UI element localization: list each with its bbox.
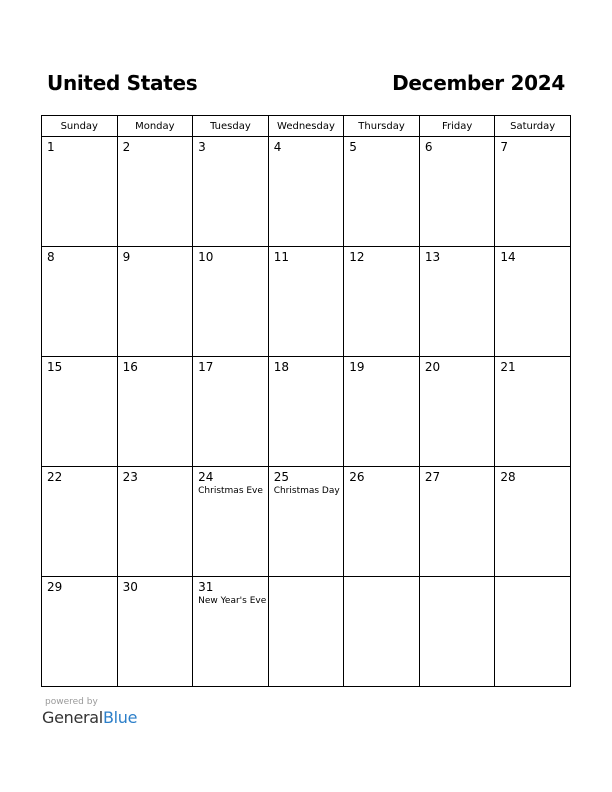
day-number: 6 [424,140,433,154]
holiday-label: Christmas Day [273,486,340,496]
day-number: 10 [198,250,214,264]
week-row [42,577,571,687]
day-cell [268,577,344,687]
powered-by-text: powered by [45,697,98,707]
logo-text-blue: Blue [102,708,138,727]
day-cell [117,357,193,467]
day-cell [268,467,344,577]
day-number: 21 [500,360,516,374]
day-cell [419,577,495,687]
country-title: United States [47,71,198,95]
day-number: 19 [349,360,365,374]
weekday-tuesday: Tuesday [193,116,269,137]
day-number: 27 [424,470,441,484]
holiday-label: Christmas Eve [198,486,263,496]
day-number: 22 [47,470,63,484]
day-number: 25 [273,470,289,484]
day-cell [419,247,495,357]
day-cell [42,467,118,577]
day-number: 26 [349,470,365,484]
day-cell [495,357,571,467]
logo-text-general: General [42,708,103,727]
day-cell [193,247,269,357]
day-cell [344,137,420,247]
day-number: 7 [500,140,509,154]
day-number: 28 [500,470,516,484]
day-number: 3 [198,140,206,154]
generalblue-logo[interactable] [42,708,137,727]
weekday-wednesday: Wednesday [268,116,344,137]
weekday-sunday: Sunday [42,116,118,137]
weekday-header-row [42,116,571,137]
day-cell [419,357,495,467]
day-cell [193,137,269,247]
day-cell [268,357,344,467]
day-cell [42,577,118,687]
day-cell [495,137,571,247]
day-cell [419,467,495,577]
day-number: 13 [424,250,441,264]
week-row [42,137,571,247]
day-number: 12 [349,250,365,264]
day-cell [268,247,344,357]
day-number: 29 [47,580,63,594]
day-cell [42,247,118,357]
day-cell [495,247,571,357]
calendar-grid [41,115,571,687]
day-cell [344,467,420,577]
day-number: 14 [500,250,516,264]
day-number: 15 [47,360,63,374]
day-cell [117,137,193,247]
day-number: 20 [424,360,441,374]
day-cell [117,577,193,687]
day-number: 18 [273,360,289,374]
month-title: December 2024 [392,71,565,95]
day-cell [42,137,118,247]
day-cell [344,357,420,467]
day-number: 1 [47,140,55,154]
day-number: 23 [122,470,138,484]
day-cell [117,247,193,357]
day-number: 8 [47,250,55,264]
weekday-monday: Monday [117,116,193,137]
holiday-label: New Year's Eve [198,596,267,606]
week-row [42,247,571,357]
weekday-friday: Friday [419,116,495,137]
day-cell [268,137,344,247]
weekday-saturday: Saturday [495,116,571,137]
day-number: 17 [198,360,214,374]
day-cell [344,247,420,357]
day-cell [117,467,193,577]
day-number: 5 [349,140,357,154]
day-cell [344,577,420,687]
day-number: 31 [198,580,214,594]
day-cell [193,577,269,687]
day-number: 4 [273,140,282,154]
week-row [42,467,571,577]
day-cell [495,577,571,687]
day-cell [193,467,269,577]
day-cell [495,467,571,577]
day-cell [419,137,495,247]
day-number: 2 [122,140,131,154]
day-number: 16 [122,360,138,374]
day-number: 24 [198,470,214,484]
day-number: 9 [122,250,131,264]
day-cell [193,357,269,467]
day-number: 11 [273,250,289,264]
week-row [42,357,571,467]
day-cell [42,357,118,467]
weekday-thursday: Thursday [344,116,420,137]
day-number: 30 [122,580,138,594]
